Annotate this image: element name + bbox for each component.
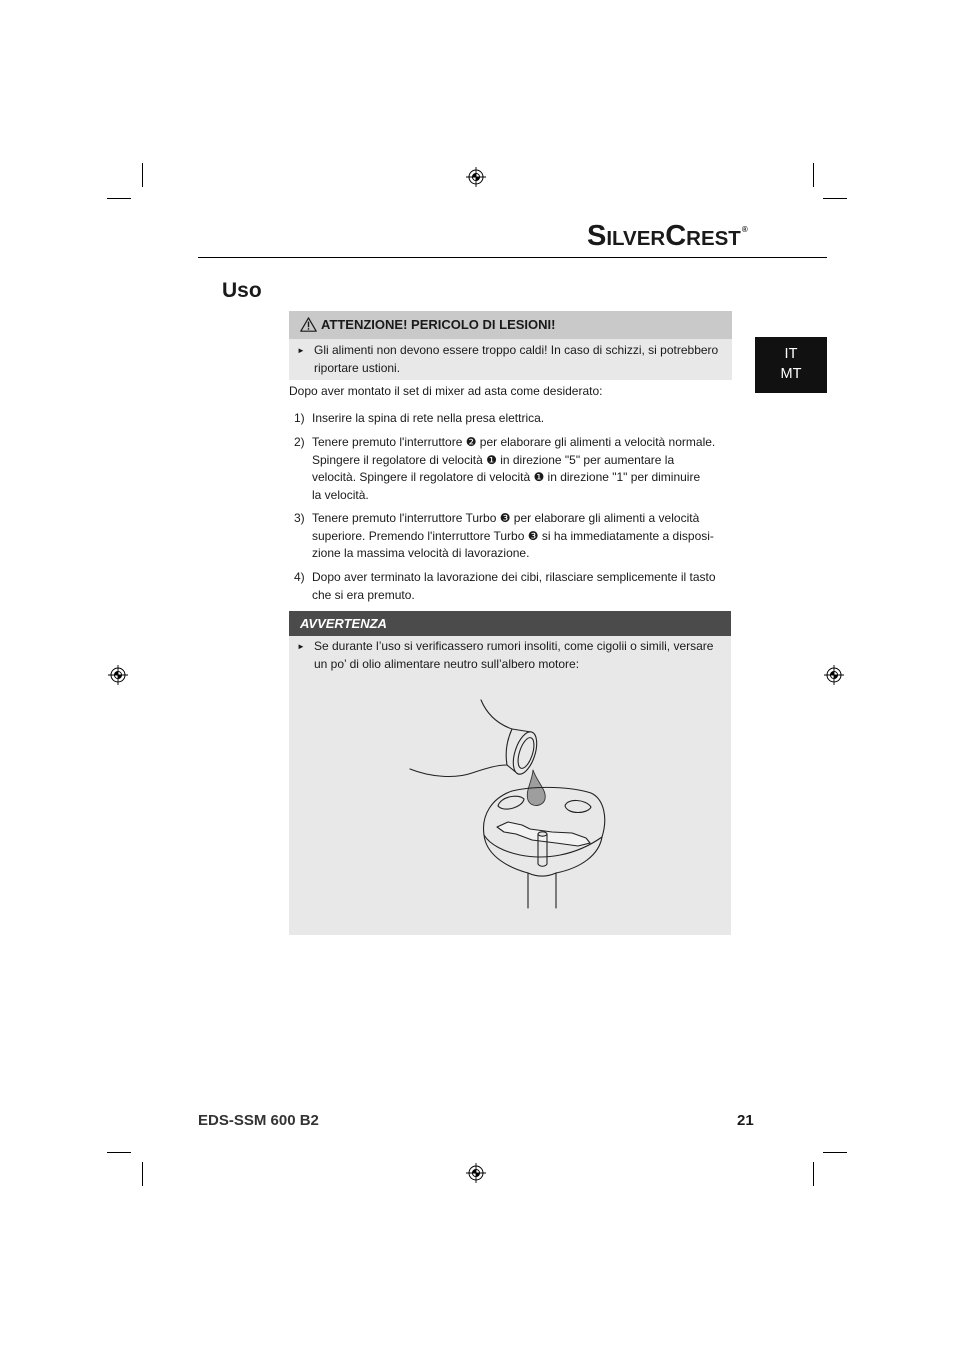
- language-code: MT: [780, 366, 802, 382]
- bottle-cap: [512, 729, 531, 732]
- intro-paragraph: Dopo aver montato il set di mixer ad asta come desiderato:: [289, 384, 603, 398]
- registration-mark-icon: [823, 664, 845, 686]
- crop-mark: [813, 1162, 814, 1186]
- text-line: Tenere premuto l'interruttore ❷ per elaborare gli alimenti a velocità normale.: [312, 435, 716, 449]
- text-line: Spingere il regolatore di velocità ❶ in direzione "5" per aumentare la: [312, 452, 675, 467]
- note-header: [289, 611, 731, 636]
- motor-shaft: [538, 864, 547, 866]
- crop-mark: [823, 1152, 847, 1153]
- step-text: [312, 434, 715, 504]
- motor-shaft-top: [538, 832, 547, 836]
- step-text: [312, 410, 544, 428]
- warning-text: [314, 342, 718, 377]
- model-number: EDS-SSM 600 B2: [198, 1112, 319, 1129]
- crop-mark: [107, 198, 131, 199]
- crop-mark: [142, 1162, 143, 1186]
- brand-logo: [587, 221, 748, 254]
- crop-mark: [823, 198, 847, 199]
- warning-triangle-icon: [300, 317, 317, 332]
- vent-slot: [565, 800, 591, 812]
- text-line: superiore. Premendo l'interruttore Turbo ❸ si ha immediatamente a disposi-: [312, 528, 714, 543]
- page-title: Uso: [222, 279, 262, 302]
- text-line: la velocità.: [312, 487, 369, 502]
- crop-mark: [813, 163, 814, 187]
- registration-mark-icon: [465, 1162, 487, 1184]
- step-number: 4): [294, 570, 305, 584]
- note-body: [289, 636, 731, 935]
- note-title: AVVERTENZA: [300, 616, 387, 631]
- text-line: Dopo aver terminato la lavorazione dei cibi, rilasciare semplicemente il tasto: [312, 570, 716, 584]
- warning-box: [289, 311, 732, 380]
- registration-mark-icon: [465, 166, 487, 188]
- warning-header: [289, 311, 732, 339]
- step-text: [312, 569, 716, 604]
- text-line: un po’ di olio alimentare neutro sull’albero motore:: [314, 656, 580, 671]
- step-text: [312, 510, 714, 563]
- bottle-cap: [506, 729, 512, 765]
- arrow-bullet-icon: ►: [297, 346, 305, 355]
- warning-title: ATTENZIONE! PERICOLO DI LESIONI!: [321, 317, 556, 332]
- registration-mark-icon: [107, 664, 129, 686]
- text-line: riportare ustioni.: [314, 360, 401, 375]
- text-line: zione la massima velocità di lavorazione.: [312, 546, 530, 560]
- blender-body: [484, 835, 528, 873]
- header-rule: [198, 257, 827, 258]
- warning-body: [289, 339, 732, 380]
- bottle-outline: [481, 700, 512, 729]
- bottle-outline: [410, 765, 507, 776]
- text-line: Inserire la spina di rete nella presa elettrica.: [312, 411, 545, 425]
- registered-mark: ®: [741, 225, 748, 234]
- crop-mark: [107, 1152, 131, 1153]
- language-tab: [755, 337, 827, 393]
- text-line: velocità. Spingere il regolatore di velocità ❶ in direzione "1" per diminuire: [312, 470, 701, 484]
- language-code: IT: [784, 346, 798, 362]
- blender-neck: [528, 873, 556, 876]
- text-line: Tenere premuto l'interruttore Turbo ❸ per elaborare gli alimenti a velocità: [312, 511, 700, 525]
- crop-mark: [142, 163, 143, 187]
- logo-word-silver: SILVER: [587, 220, 666, 252]
- step-number: 3): [294, 511, 305, 525]
- text-line: che si era premuto.: [312, 587, 415, 602]
- page-number: 21: [737, 1112, 754, 1129]
- vent-slot: [498, 796, 524, 809]
- step-number: 1): [294, 411, 305, 425]
- note-text: [314, 638, 713, 673]
- text-line: Se durante l’uso si verificassero rumori insoliti, come cigolii o simili, versare: [314, 639, 714, 653]
- note-box: [289, 611, 731, 935]
- text-line: Gli alimenti non devono essere troppo caldi! In caso di schizzi, si potrebbero: [314, 343, 719, 357]
- logo-word-crest: CREST: [665, 220, 741, 252]
- step-number: 2): [294, 435, 305, 449]
- oil-drip-on-blender-shaft-icon: [400, 690, 620, 920]
- arrow-bullet-icon: ►: [297, 642, 305, 651]
